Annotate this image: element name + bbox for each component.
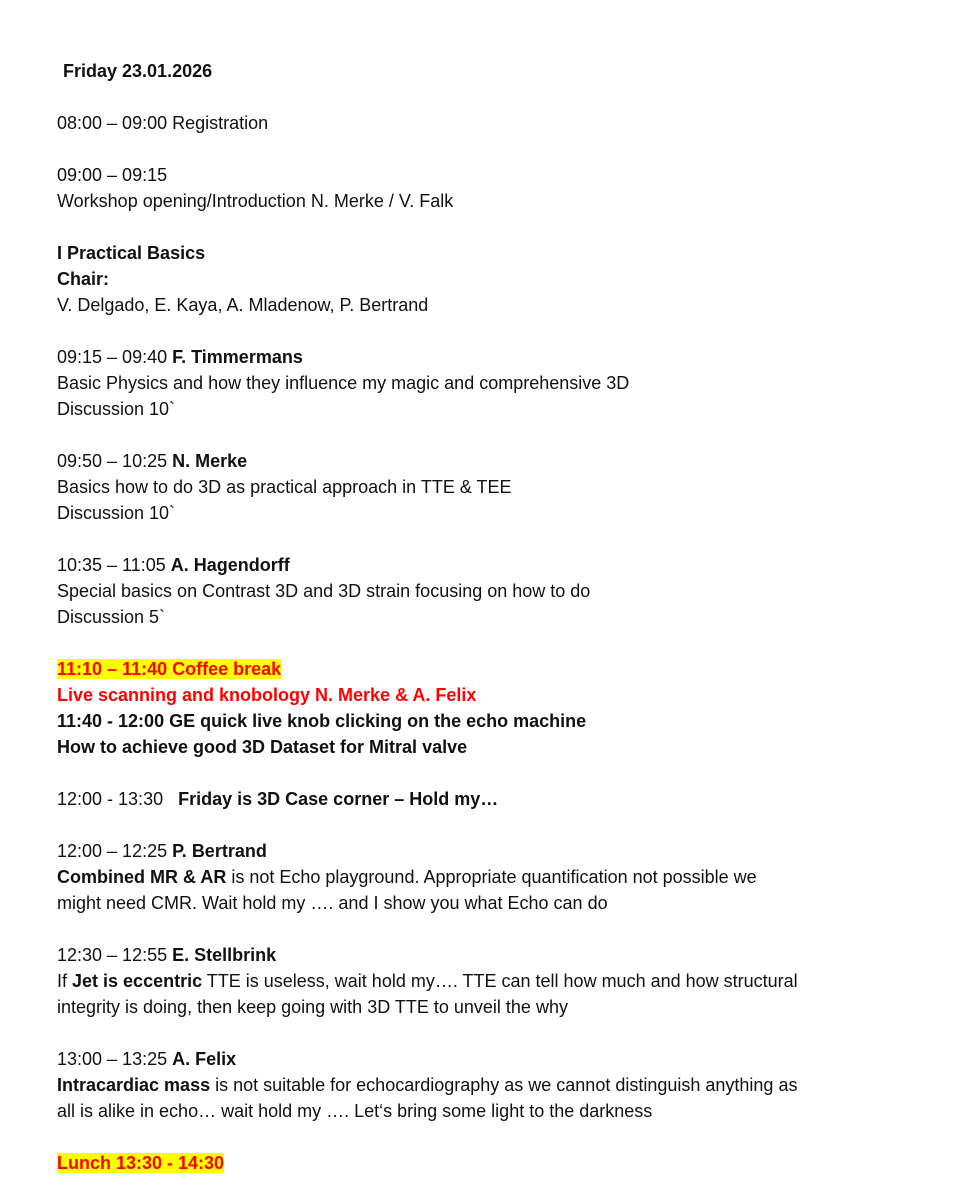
talk-title: Basic Physics and how they influence my magic and comprehensive 3D <box>57 373 630 393</box>
case-time: 12:00 – 12:25 <box>57 841 168 861</box>
talk-speaker: N. Merke <box>172 451 248 471</box>
case-pre: If <box>57 971 73 991</box>
section-heading: I Practical Basics <box>57 243 206 263</box>
opening-text: Workshop opening/Introduction N. Merke / V. Falk <box>57 191 454 211</box>
case-bold-lead: Intracardiac mass <box>57 1075 211 1095</box>
case-block <box>57 1046 937 1124</box>
case-description <box>57 1072 937 1098</box>
talk-header <box>57 344 937 370</box>
page-title: Friday 23.01.2026 <box>63 61 213 81</box>
case-time: 12:30 – 12:55 <box>57 945 168 965</box>
case-speaker: A. Felix <box>172 1049 237 1069</box>
case-block <box>57 942 937 1020</box>
case-header <box>57 1046 937 1072</box>
section-practical-basics <box>57 240 937 318</box>
talk-discussion: Discussion 10` <box>57 399 176 419</box>
case-line2: all is alike in echo… wait hold my …. Let‘s bring some light to the darkness <box>57 1101 653 1121</box>
talk-header <box>57 552 937 578</box>
talk-title: Special basics on Contrast 3D and 3D strain focusing on how to do <box>57 581 591 601</box>
case-block <box>57 838 937 916</box>
case-speaker: E. Stellbrink <box>172 945 277 965</box>
case-line2: integrity is doing, then keep going with 3D TTE to unveil the why <box>57 997 568 1017</box>
case-line1: is not suitable for echocardiography as we cannot distinguish anything as <box>210 1075 798 1095</box>
lunch <box>57 1150 937 1176</box>
talk-speaker: A. Hagendorff <box>170 555 290 575</box>
registration: 08:00 – 09:00 Registration <box>57 113 269 133</box>
ge-subtitle: How to achieve good 3D Dataset for Mitral valve <box>57 737 468 757</box>
ge-session: 11:40 - 12:00 GE quick live knob clicking on the echo machine <box>57 711 587 731</box>
talk-discussion: Discussion 5` <box>57 607 166 627</box>
talk-time: 10:35 – 11:05 <box>57 555 166 575</box>
live-scanning: Live scanning and knobology N. Merke & A. Felix <box>57 685 477 705</box>
case-corner-title: Friday is 3D Case corner – Hold my… <box>178 789 499 809</box>
chair-names: V. Delgado, E. Kaya, A. Mladenow, P. Bertrand <box>57 295 429 315</box>
case-header <box>57 838 937 864</box>
case-corner-header <box>57 786 937 812</box>
talk-block <box>57 344 937 422</box>
case-bold-lead: Combined MR & AR <box>57 867 227 887</box>
case-description <box>57 864 937 890</box>
coffee-break <box>57 656 937 682</box>
case-corner-time: 12:00 - 13:30 <box>57 789 164 809</box>
opening-block <box>57 162 937 214</box>
chair-label: Chair: <box>57 269 110 289</box>
case-description <box>57 968 937 994</box>
talk-header <box>57 448 937 474</box>
case-line1: TTE is useless, wait hold my…. TTE can tell how much and how structural <box>202 971 798 991</box>
talk-block <box>57 552 937 630</box>
opening-time: 09:00 – 09:15 <box>57 165 168 185</box>
talk-title: Basics how to do 3D as practical approach in TTE & TEE <box>57 477 512 497</box>
coffee-break-label: 11:10 – 11:40 Coffee break <box>57 659 282 679</box>
talk-discussion: Discussion 10` <box>57 503 176 523</box>
lunch-label: Lunch 13:30 - 14:30 <box>57 1153 225 1173</box>
talk-time: 09:50 – 10:25 <box>57 451 168 471</box>
case-header <box>57 942 937 968</box>
case-bold-lead: Jet is eccentric <box>72 971 203 991</box>
program-page <box>57 58 937 1176</box>
case-line2: might need CMR. Wait hold my …. and I show you what Echo can do <box>57 893 608 913</box>
talk-speaker: F. Timmermans <box>172 347 303 367</box>
case-time: 13:00 – 13:25 <box>57 1049 168 1069</box>
talk-block <box>57 448 937 526</box>
case-speaker: P. Bertrand <box>172 841 267 861</box>
case-line1: is not Echo playground. Appropriate quantification not possible we <box>226 867 757 887</box>
talk-time: 09:15 – 09:40 <box>57 347 168 367</box>
